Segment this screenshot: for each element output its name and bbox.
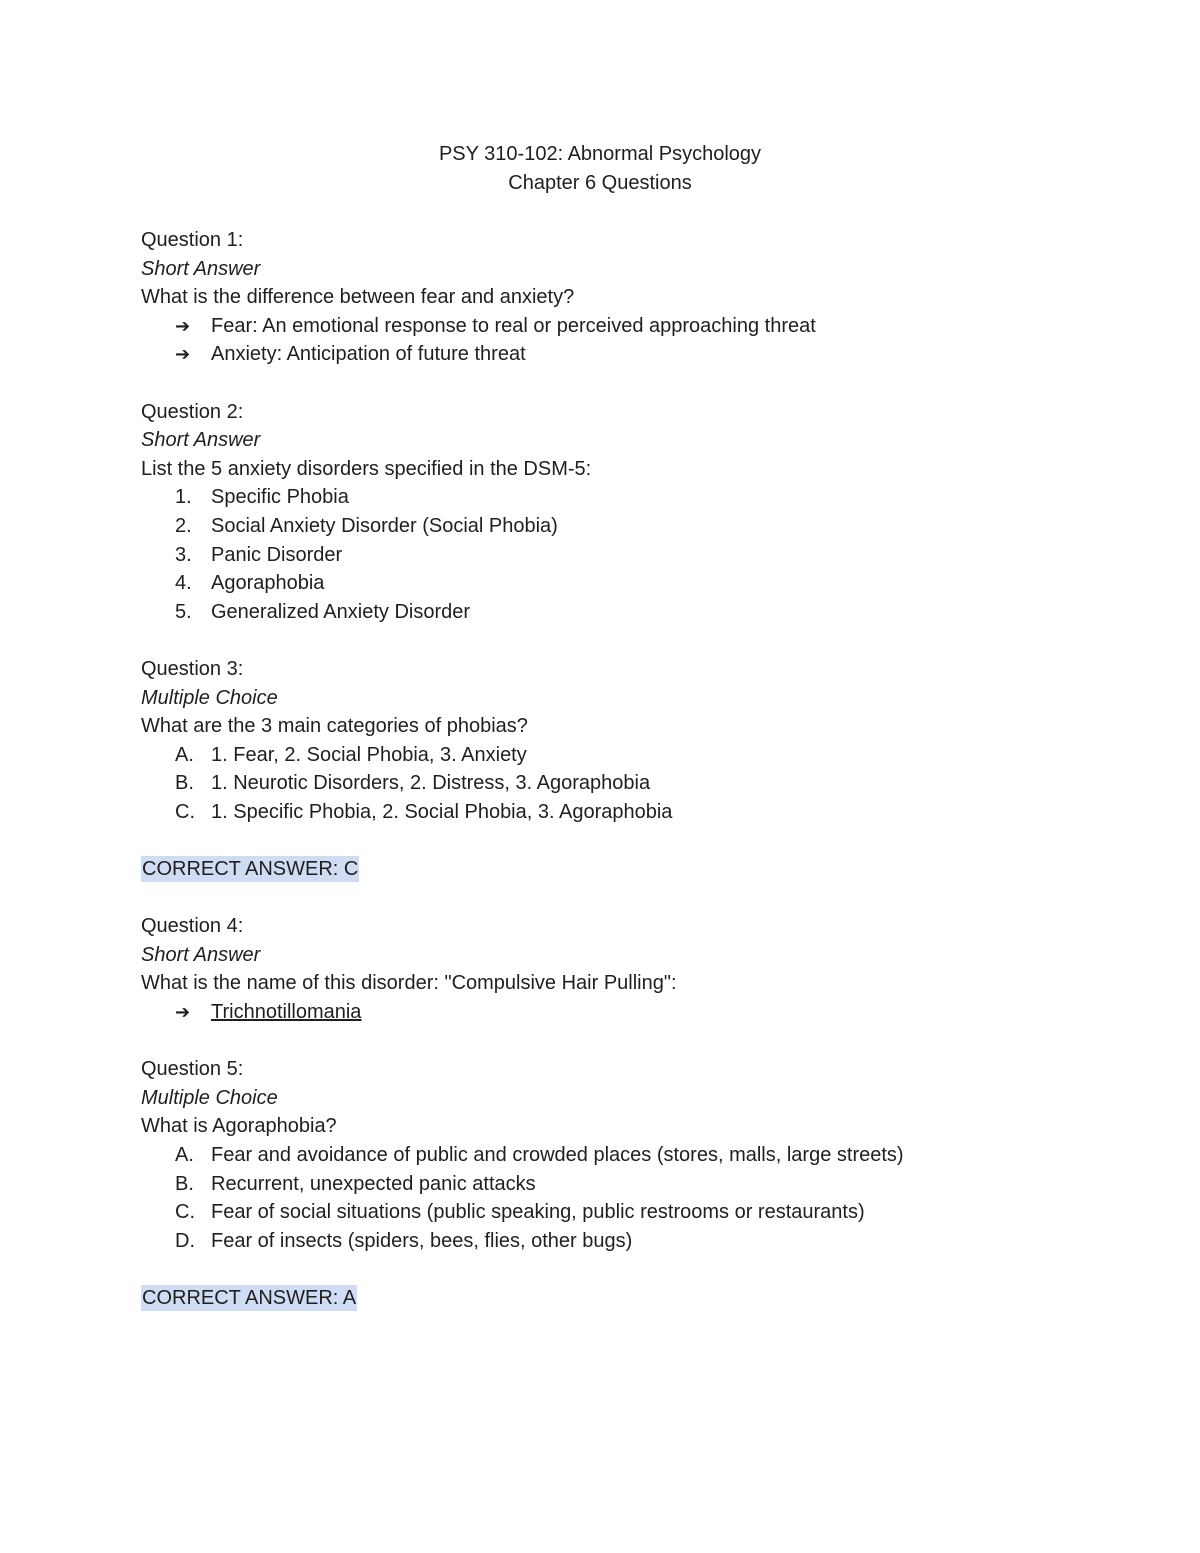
answer-text: Trichnotillomania <box>211 1001 362 1024</box>
list-item-text: Panic Disorder <box>211 543 343 566</box>
answer-bullet <box>141 998 1101 1027</box>
choice-text: Fear of insects (spiders, bees, flies, other bugs) <box>211 1229 633 1252</box>
correct-answer: CORRECT ANSWER: A <box>142 1286 357 1309</box>
document-header <box>0 140 1200 197</box>
question-3 <box>141 655 1101 884</box>
list-marker: 4. <box>175 572 192 595</box>
choice-marker: B. <box>175 1172 194 1195</box>
choice-marker: C. <box>175 800 195 823</box>
choice-marker: B. <box>175 772 194 795</box>
question-1 <box>141 226 1101 369</box>
chapter-title: Chapter 6 Questions <box>508 171 692 194</box>
choice-item <box>141 1141 1101 1170</box>
list-item-text: Agoraphobia <box>211 572 325 595</box>
choice-item <box>141 798 1101 827</box>
question-prompt: What is the name of this disorder: "Compulsive Hair Pulling": <box>141 972 677 995</box>
choice-item <box>141 1198 1101 1227</box>
question-list <box>141 226 1101 1313</box>
choice-item <box>141 1227 1101 1256</box>
course-title: PSY 310-102: Abnormal Psychology <box>438 143 762 165</box>
question-label: Question 1: <box>141 229 244 251</box>
list-item <box>141 598 1101 627</box>
arrow-right-icon: ➔ <box>175 344 191 365</box>
question-prompt: What is Agoraphobia? <box>141 1115 337 1138</box>
question-label: Question 2: <box>141 400 244 423</box>
choice-item <box>141 1170 1101 1199</box>
list-item <box>141 541 1101 570</box>
list-marker: 1. <box>175 486 192 509</box>
question-type: Multiple Choice <box>141 1086 278 1109</box>
question-label: Question 3: <box>141 657 244 680</box>
list-item <box>141 512 1101 541</box>
question-4 <box>141 912 1101 1026</box>
choice-marker: A. <box>175 743 194 766</box>
choice-text: Recurrent, unexpected panic attacks <box>211 1172 536 1195</box>
choice-item <box>141 769 1101 798</box>
answer-bullet <box>141 312 1101 341</box>
list-marker: 3. <box>175 543 192 566</box>
list-marker: 5. <box>175 600 192 623</box>
choice-marker: D. <box>175 1229 195 1252</box>
question-5 <box>141 1055 1101 1312</box>
answer-bullet <box>141 340 1101 369</box>
list-item <box>141 483 1101 512</box>
choice-text: 1. Specific Phobia, 2. Social Phobia, 3. Agoraphobia <box>211 800 673 823</box>
question-prompt: What are the 3 main categories of phobias? <box>141 715 528 738</box>
question-label: Question 5: <box>141 1058 244 1081</box>
question-type: Short Answer <box>141 943 261 966</box>
question-prompt: What is the difference between fear and anxiety? <box>141 286 575 309</box>
choice-text: 1. Fear, 2. Social Phobia, 3. Anxiety <box>211 743 527 766</box>
choice-text: Fear and avoidance of public and crowded places (stores, malls, large streets) <box>211 1144 904 1166</box>
answer-text: Anxiety: Anticipation of future threat <box>211 343 526 366</box>
choice-text: 1. Neurotic Disorders, 2. Distress, 3. Agoraphobia <box>211 772 651 795</box>
list-marker: 2. <box>175 514 192 537</box>
choice-item <box>141 741 1101 770</box>
question-type: Short Answer <box>141 257 261 280</box>
correct-answer: CORRECT ANSWER: C <box>142 858 359 881</box>
choice-text: Fear of social situations (public speaking, public restrooms or restaurants) <box>211 1201 865 1224</box>
question-label: Question 4: <box>141 915 244 938</box>
list-item <box>141 569 1101 598</box>
answer-text: Fear: An emotional response to real or perceived approaching threat <box>211 314 816 337</box>
list-item-text: Specific Phobia <box>211 486 349 509</box>
list-item-text: Social Anxiety Disorder (Social Phobia) <box>211 514 558 537</box>
arrow-right-icon: ➔ <box>175 1002 191 1023</box>
question-type: Multiple Choice <box>141 686 278 709</box>
choice-marker: C. <box>175 1201 195 1224</box>
list-item-text: Generalized Anxiety Disorder <box>211 600 471 623</box>
question-type: Short Answer <box>141 429 261 452</box>
question-prompt: List the 5 anxiety disorders specified in the DSM-5: <box>141 457 592 480</box>
question-2 <box>141 398 1101 627</box>
arrow-right-icon: ➔ <box>175 315 191 336</box>
choice-marker: A. <box>175 1144 194 1166</box>
